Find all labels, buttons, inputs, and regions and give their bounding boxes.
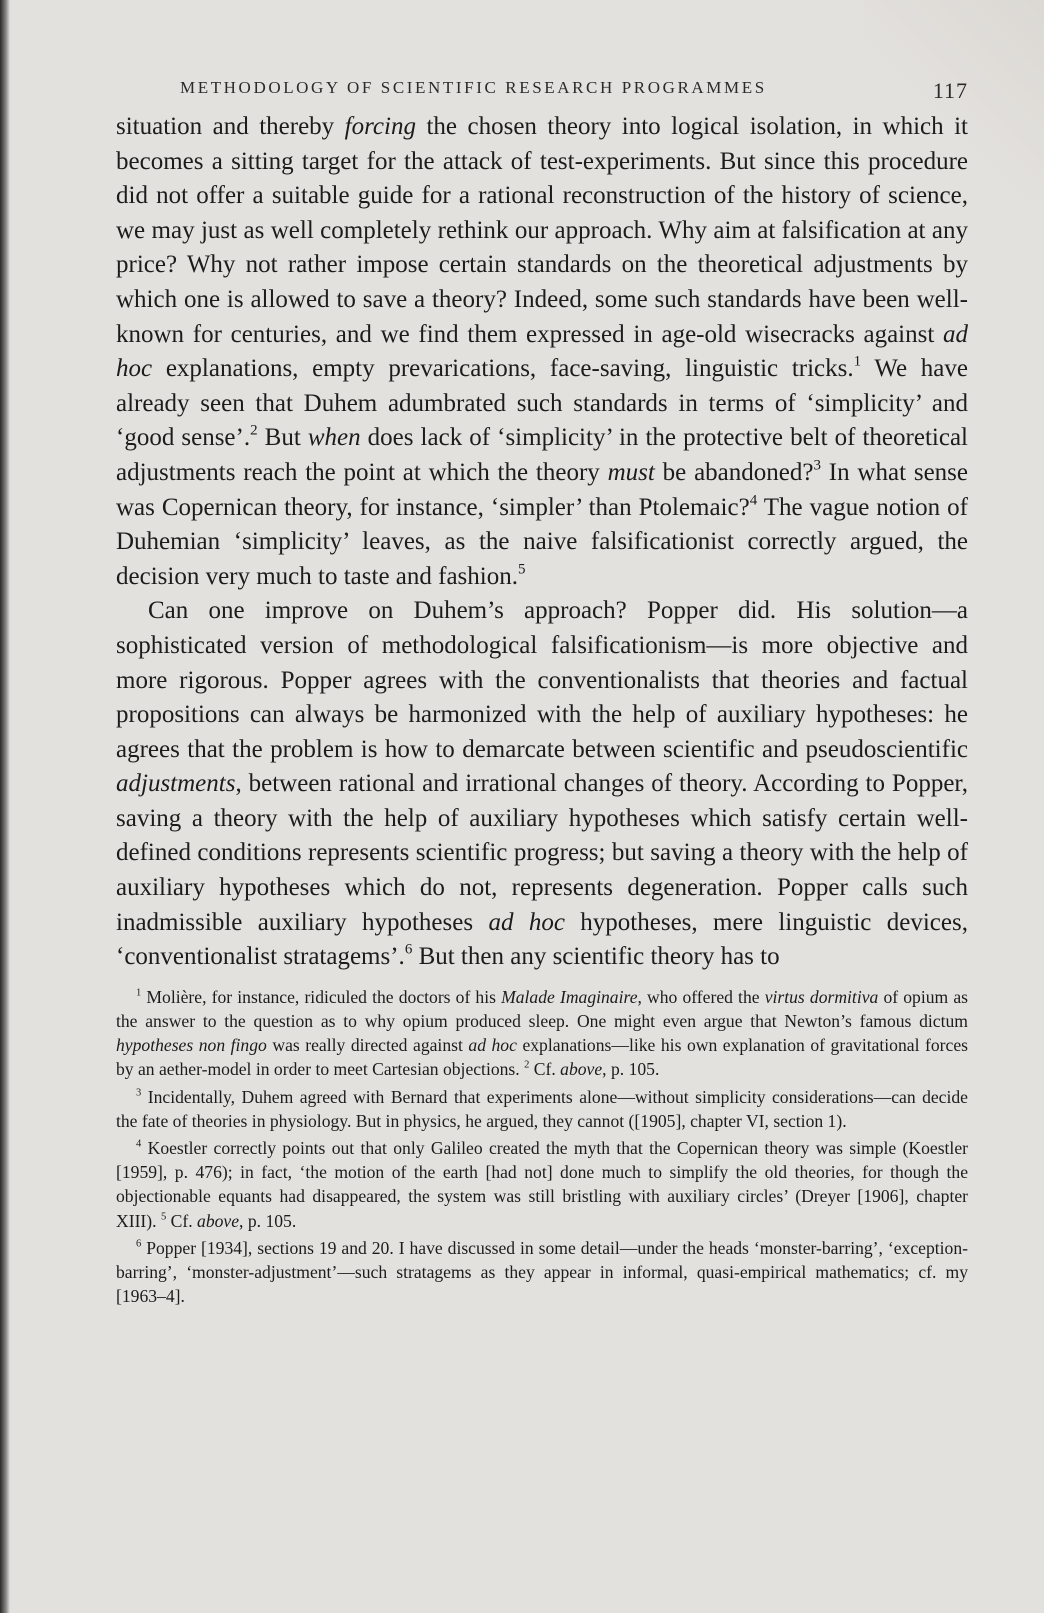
italic-run: ad hoc — [488, 908, 565, 936]
italic-run: ad hoc — [468, 1035, 517, 1056]
text-run: Cf. — [529, 1059, 561, 1080]
footnote-1 — [116, 985, 968, 1082]
italic-run: above — [197, 1210, 240, 1231]
italic-run: ad hoc — [116, 320, 968, 383]
text-run: Koestler correctly points out that only Galileo created the myth that the Copernican theory was simple (Koestler [1959], p. 476); in fact, ‘the motion of the earth [had not] done much to simplify the old theories, for though the objectionable equants had disappeared, the system was still bristling with auxiliary circles’ (Dreyer [1906], chapter XIII). — [116, 1138, 968, 1231]
footnote-number: 5 — [160, 1211, 167, 1223]
footnote-ref-1: 1 — [853, 353, 862, 370]
text-run: of opium as the answer to the question as to why opium produced sleep. One might even argue that Newton’s famous dictum — [116, 986, 968, 1032]
footnote-number: 2 — [524, 1060, 530, 1072]
text-run: The vague notion of Duhemian ‘simplicity’ leaves, as the naive falsificationist correctly argued, the decision very much to taste and fashion. — [116, 493, 968, 590]
footnote-ref-2: 2 — [250, 422, 258, 439]
text-run: Molière, for instance, ridiculed the doctors of his — [141, 986, 502, 1007]
text-run: In what sense was Copernican theory, for instance, ‘simpler’ than Ptolemaic? — [116, 458, 969, 521]
text-run: Popper [1934], sections 19 and 20. I have discussed in some detail—under the heads ‘monster-barring’, ‘exception-barring’, ‘monster-adjustment’—such stratagems as they appear in informal, quasi-empirical mathematics; cf. my [1963–4]. — [116, 1237, 968, 1307]
text-run: explanations, empty prevarications, face-saving, linguistic tricks. — [152, 355, 854, 383]
footnote-3 — [116, 1085, 968, 1133]
footnote-number: 3 — [136, 1087, 142, 1099]
text-run: , p. 105. — [239, 1210, 297, 1231]
page-edge-shadow — [0, 0, 10, 1613]
footnote-number: 6 — [136, 1238, 142, 1250]
footnote-ref-6: 6 — [404, 941, 413, 958]
footnotes — [116, 985, 968, 1309]
text-run: explanations—like his own explanation of gravitational forces by an aether-model in order to meet Cartesian objections. — [116, 1035, 968, 1080]
text-run: , between rational and irrational changes of theory. According to Popper, saving a theory with the help of auxiliary hypotheses which satisfy certain well-defined conditions represents scientific progress; but saving a theory with the help of auxiliary hypotheses which do not, represents degeneration. Popper calls such inadmissible auxiliary hypotheses — [116, 770, 968, 936]
italic-run: hypotheses non fingo — [116, 1035, 267, 1056]
text-run: was really directed against — [266, 1035, 469, 1056]
text-run: does lack of ‘simplicity’ in the protective belt of theoretical adjustments reach the point at which the theory — [116, 424, 968, 486]
italic-run: Malade Imaginaire — [501, 986, 638, 1007]
footnote-number: 1 — [136, 987, 142, 999]
text-run: , who offered the — [637, 986, 765, 1007]
running-head: METHODOLOGY OF SCIENTIFIC RESEARCH PROGRAMMES — [180, 78, 767, 97]
italic-run: forcing — [344, 113, 416, 140]
page-header — [116, 70, 968, 110]
paragraph-2 — [116, 594, 968, 975]
text-run: hypotheses, mere linguistic devices, ‘conventionalist stratagems’. — [116, 908, 968, 971]
text-run: But then any scientific theory has to — [412, 943, 780, 971]
text-run: the chosen theory into logical isolation, in which it becomes a sitting target for the attack of test-experiments. But since this procedure did not offer a suitable guide for a rational reconstruction of the history of science, we may just as well completely rethink our approach. Why aim at falsification at any price? Why not rather impose certain standards on the theoretical adjustments by which one is allowed to save a theory? Indeed, some such standards have been well-known for centuries, and we find them expressed in age-old wisecracks against — [116, 113, 969, 348]
footnote-6 — [116, 1236, 968, 1309]
text-run: But — [257, 424, 308, 452]
italic-run: above — [560, 1059, 603, 1080]
footnote-number: 4 — [136, 1138, 142, 1150]
footnote-4 — [116, 1136, 968, 1233]
page-content — [116, 70, 968, 1311]
paragraph-1 — [116, 110, 968, 594]
italic-run: must — [607, 458, 655, 486]
footnote-ref-4: 4 — [749, 492, 758, 509]
text-run: Incidentally, Duhem agreed with Bernard that experiments alone—without simplicity considerations—can decide the fate of theories in physiology. But in physics, he argued, they cannot ([1905], chapter VI, section 1). — [116, 1086, 968, 1131]
footnote-ref-5: 5 — [517, 561, 526, 578]
body-text — [116, 110, 968, 975]
italic-run: adjustments — [116, 770, 236, 798]
text-run: Cf. — [166, 1210, 198, 1231]
text-run: situation and thereby — [116, 113, 345, 140]
footnote-ref-3: 3 — [813, 457, 821, 474]
italic-run: when — [307, 424, 361, 452]
page-number: 117 — [932, 78, 968, 103]
text-run: We have already seen that Duhem adumbrated such standards in terms of ‘simplicity’ and ‘good sense’. — [116, 355, 968, 452]
italic-run: virtus dormitiva — [764, 986, 879, 1007]
text-run: Can one improve on Duhem’s approach? Popper did. His solution—a sophisticated version of methodological falsificationism—is more objective and more rigorous. Popper agrees with the conventionalists that theories and factual propositions can always be harmonized with the help of auxiliary hypotheses: he agrees that the problem is how to demarcate between scientific and pseudoscientific — [116, 597, 968, 763]
text-run: be abandoned? — [654, 458, 814, 486]
text-run: , p. 105. — [602, 1059, 660, 1080]
